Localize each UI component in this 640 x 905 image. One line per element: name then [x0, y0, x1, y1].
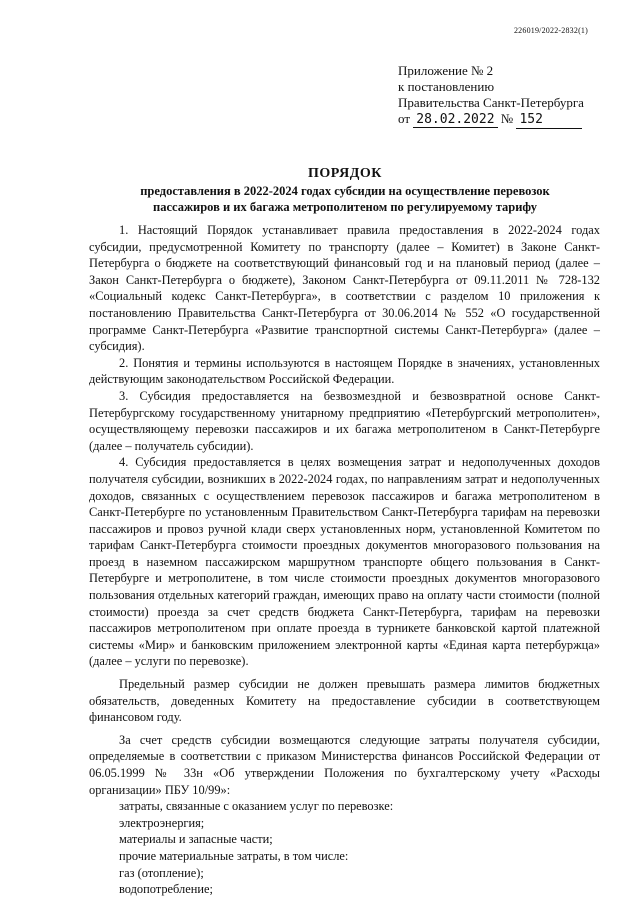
- decree-date: 28.02.2022: [413, 112, 497, 128]
- list-item: водопотребление;: [119, 882, 213, 897]
- paragraph-2: 2. Понятия и термины используются в настоящем Порядке в значениях, установленных действующим законодательством Российской Федерации.: [89, 355, 600, 387]
- paragraph-3: 3. Субсидия предоставляется на безвозмездной и безвозвратной основе Санкт-Петербургскому государственному унитарному предприятию «Петербургский метрополитен», осуществляющему перевозки пассажиров и их багажа метрополитеном в Санкт-Петербурге (далее – получатель субсидии).: [89, 388, 600, 453]
- appendix-block: [398, 63, 584, 129]
- list-item: прочие материальные затраты, в том числе:: [119, 848, 349, 863]
- appendix-number: Приложение № 2: [398, 63, 494, 78]
- document-title: [90, 165, 600, 215]
- paragraph-1: 1. Настоящий Порядок устанавливает правила предоставления в 2022-2024 годах субсидии, предусмотренной Комитету по транспорту (далее – Комитет) в Законе Санкт-Петербурга о бюджете на соответствующий финансовый год и на плановый период (далее – Закон Санкт-Петербурга о бюджете), Законом Санкт-Петербурга от 09.11.2011 № 728-132 «Социальный кодекс Санкт-Петербурга», в соответствии с разделом 10 приложения к постановлению Правительства Санкт-Петербурга от 30.06.2014 № 552 «О государственной программе Санкт-Петербурга «Развитие транспортной системы Санкт-Петербурга» (далее – субсидия).: [89, 223, 600, 354]
- subtitle-line-1: предоставления в 2022-2024 годах субсидии на осуществление перевозок: [140, 184, 550, 198]
- paragraph-5: Предельный размер субсидии не должен превышать размера лимитов бюджетных обязательств, доведенных Комитету на предоставление субсидии в соответствующем финансовом году.: [89, 677, 600, 725]
- number-prefix: №: [500, 111, 514, 126]
- appendix-date-line: [398, 111, 584, 129]
- document-body: [89, 222, 600, 898]
- list-item: материалы и запасные части;: [119, 832, 273, 847]
- list-item: затраты, связанные с оказанием услуг по перевозке:: [119, 799, 394, 814]
- paragraph-4: 4. Субсидия предоставляется в целях возмещения затрат и недополученных доходов получателя субсидии, возникших в 2022-2024 годах, по направлениям затрат и недополученных доходов, связанных с осуществлением перевозок пассажиров и багажа метрополитеном в Санкт-Петербурге по установленным Правительством Санкт-Петербурга тарифам на перевозки пассажиров и провоз ручной клади сверх установленных норм, установленной Комитетом по тарифам Санкт-Петербурга стоимости проездных документов многоразового пользования на проезд в наземном пассажирском маршрутном транспорте общего пользования в Санкт-Петербурге и метрополитене, в том числе стоимости проездных документов многоразового пользования отдельных категорий граждан, имеющих право на оплату части стоимости (полной стоимости) проезда за счет средств бюджета Санкт-Петербурга, тарифам на перевозки пассажиров метрополитеном при оплате проезда в турникете банковской картой платежной системы «Мир» и банковским приложением электронной карты «Единая карта петербуржца» (далее – услуги по перевозке).: [89, 455, 600, 669]
- document-id: 226019/2022-2832(1): [513, 26, 588, 35]
- title-heading: ПОРЯДОК: [308, 166, 382, 181]
- appendix-decree-ref: к постановлению: [398, 79, 495, 94]
- list-item: газ (отопление);: [119, 865, 204, 880]
- appendix-government: Правительства Санкт-Петербурга: [398, 95, 584, 110]
- subtitle-line-2: пассажиров и их багажа метрополитеном по регулируемому тарифу: [153, 200, 537, 214]
- paragraph-6: За счет средств субсидии возмещаются следующие затраты получателя субсидии, определяемые в соответствии с приказом Министерства финансов Российской Федерации от 06.05.1999 № 33н «Об утверждении Положения по бухгалтерскому учету «Расходы организации» ПБУ 10/99»:: [89, 732, 600, 797]
- list-item: электроэнергия;: [119, 815, 205, 830]
- date-prefix: от: [398, 111, 411, 126]
- decree-number: 152: [516, 112, 582, 129]
